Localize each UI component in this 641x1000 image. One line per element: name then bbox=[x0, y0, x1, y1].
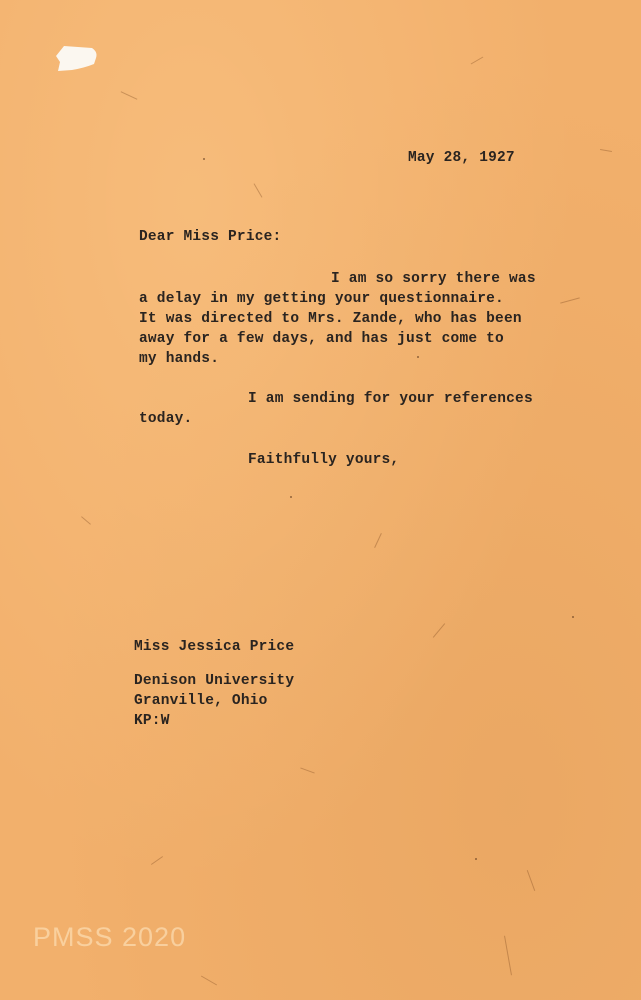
paragraph2-line: today. bbox=[139, 411, 193, 427]
paper-speck bbox=[572, 616, 574, 618]
paper-speck bbox=[203, 158, 205, 160]
paper-fiber bbox=[254, 183, 263, 197]
paper-fiber bbox=[374, 533, 382, 548]
paper-fiber bbox=[81, 516, 91, 524]
recipient-institution: Denison University bbox=[134, 673, 295, 689]
recipient-city: Granville, Ohio bbox=[134, 693, 268, 709]
recipient-name: Miss Jessica Price bbox=[134, 639, 295, 655]
paper-fiber bbox=[471, 57, 484, 65]
paper-speck bbox=[475, 858, 477, 860]
paper-fiber bbox=[600, 149, 612, 152]
letter-closing: Faithfully yours, bbox=[248, 452, 400, 468]
paper-fiber bbox=[527, 870, 535, 891]
letter-salutation: Dear Miss Price: bbox=[139, 229, 282, 245]
archive-watermark: PMSS 2020 bbox=[33, 922, 187, 952]
paragraph2-line: I am sending for your references bbox=[248, 391, 533, 407]
paragraph1-line: my hands. bbox=[139, 351, 220, 367]
paper-fiber bbox=[433, 623, 445, 637]
paper-fiber bbox=[201, 976, 217, 986]
paper-speck bbox=[290, 496, 292, 498]
paragraph1-line: It was directed to Mrs. Zande, who has been bbox=[139, 311, 522, 327]
paper-fiber bbox=[300, 767, 314, 773]
paper-fiber bbox=[121, 91, 138, 100]
torn-corner-shape bbox=[54, 44, 98, 72]
typist-initials: KP:W bbox=[134, 713, 170, 729]
paper-speck bbox=[417, 356, 419, 358]
paper-fiber bbox=[504, 936, 512, 976]
paper-fiber bbox=[151, 856, 163, 865]
paragraph1-line: a delay in my getting your questionnaire. bbox=[139, 291, 504, 307]
paragraph1-line: away for a few days, and has just come to bbox=[139, 331, 504, 347]
paragraph1-line: I am so sorry there was bbox=[331, 271, 536, 287]
letter-date: May 28, 1927 bbox=[408, 150, 515, 166]
paper-fiber bbox=[560, 297, 580, 303]
